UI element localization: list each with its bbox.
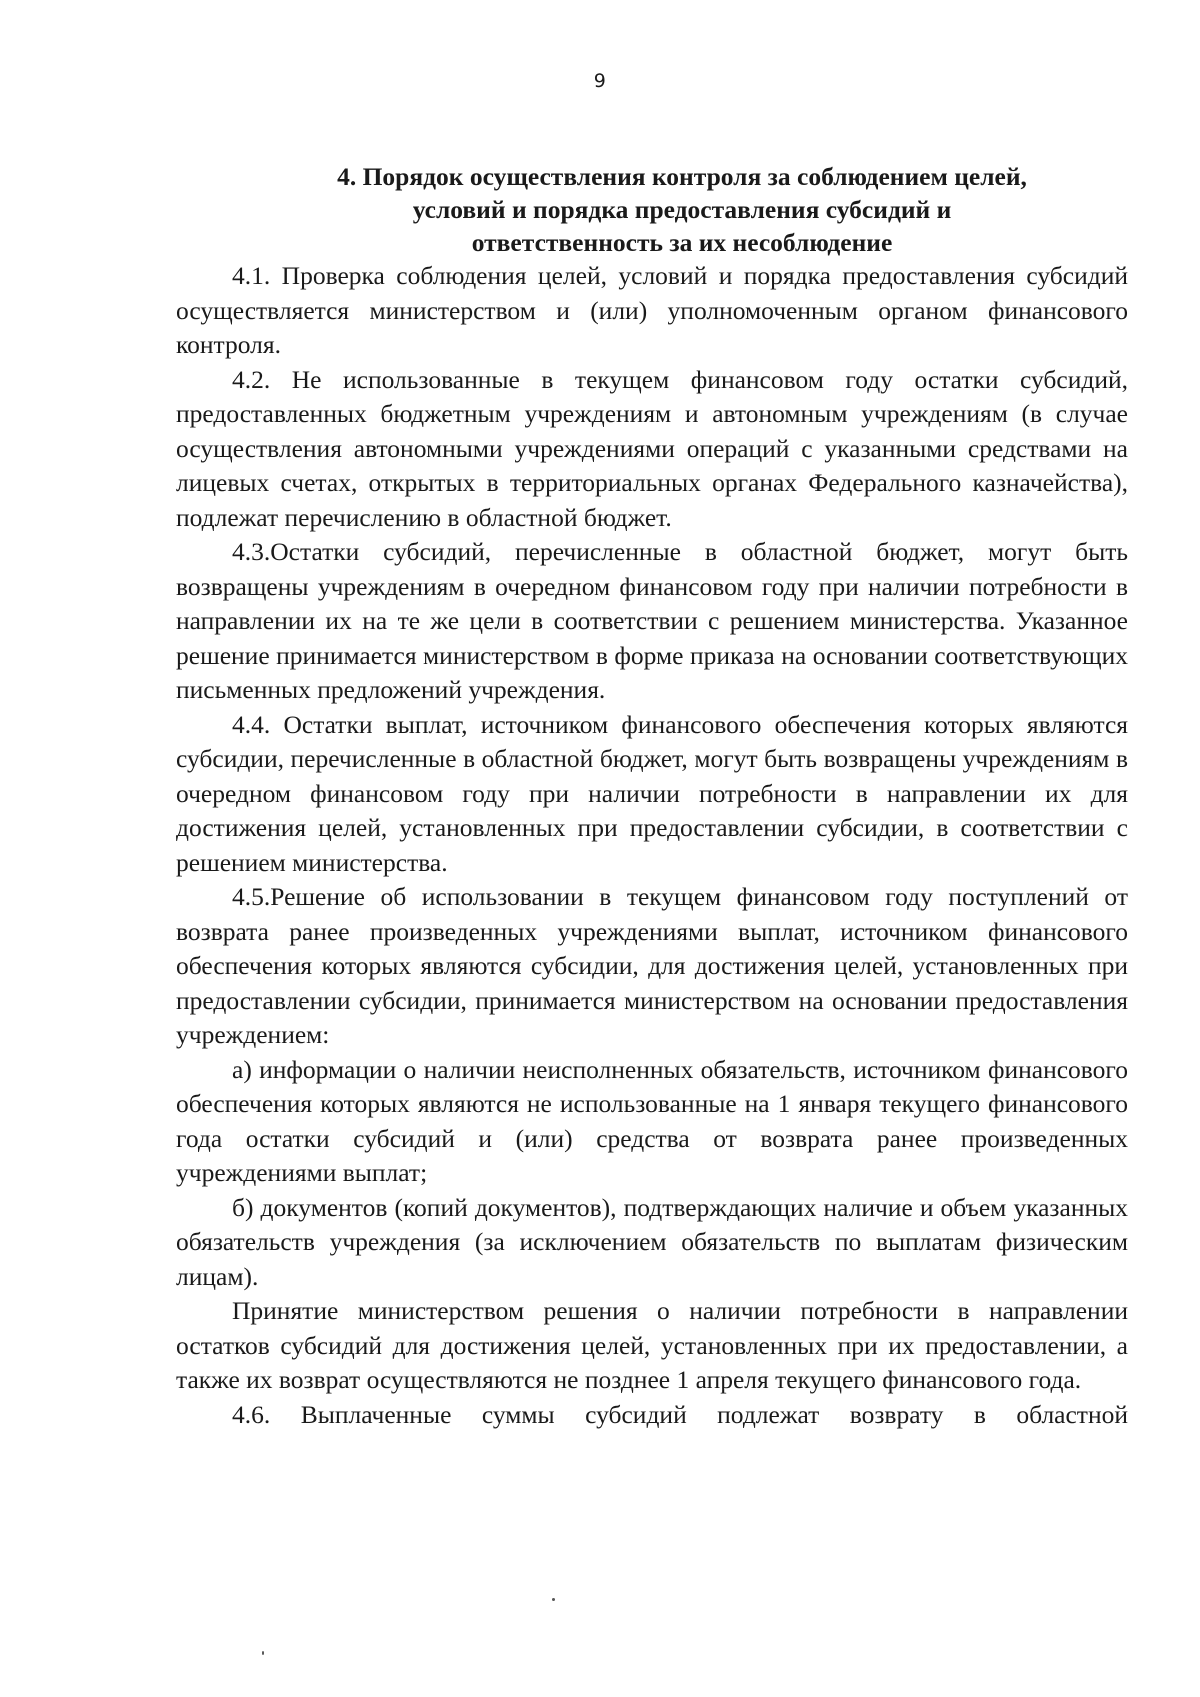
paragraph-4-5: 4.5.Решение об использовании в текущем финансовом году поступлений от возврата ранее произведенных учреждениями выплат, источником финансового обеспечения которых являются субсидии, для достижения целей, установленных при предоставлении субсидии, принимается министерством на основании предоставления учреждением: bbox=[176, 882, 1128, 1049]
paragraph-4-5-a: а) информации о наличии неисполненных обязательств, источником финансового обеспечения которых являются не использованные на 1 января текущего финансового года остатки субсидий и (или) средства от возврата ранее произведенных учреждениями выплат; bbox=[176, 1054, 1128, 1187]
section-title bbox=[176, 160, 1128, 259]
paragraph-decision-deadline: Принятие министерством решения о наличии потребности в направлении остатков субсидий для достижения целей, установленных при их предоставлении, а также их возврат осуществляются не позднее 1 апреля текущего финансового года. bbox=[176, 1296, 1128, 1394]
paragraph-4-2: 4.2. Не использованные в текущем финансовом году остатки субсидий, предоставленных бюджетным учреждениям и автономным учреждениям (в случае осуществления автономными учреждениями операций с указанными средствами на лицевых счетах, открытых в территориальных органах Федерального казначейства), подлежат перечислению в областной бюджет. bbox=[176, 364, 1128, 532]
section-title-line: условий и порядка предоставления субсидий и bbox=[412, 195, 952, 224]
paragraph-4-5-b: б) документов (копий документов), подтверждающих наличие и объем указанных обязательств учреждения (за исключением обязательств по выплатам физическим лицам). bbox=[176, 1192, 1128, 1291]
section-title-line: ответственность за их несоблюдение bbox=[471, 228, 893, 257]
page-number: 9 bbox=[593, 70, 607, 92]
document-body bbox=[176, 160, 1128, 1432]
paragraph-4-4: 4.4. Остатки выплат, источником финансового обеспечения которых являются субсидии, перечисленные в областной бюджет, могут быть возвращены учреждениям в очередном финансовом году при наличии потребности в направлении их для достижения целей, установленных при предоставлении субсидии, в соответствии с решением министерства. bbox=[176, 709, 1128, 877]
scan-speck bbox=[262, 1651, 264, 1655]
paragraph-4-3: 4.3.Остатки субсидий, перечисленные в областной бюджет, могут быть возвращены учреждениям в очередном финансовом году при наличии потребности в направлении их на те же цели в соответствии с решением министерства. Указанное решение принимается министерством в форме приказа на основании соответствующих письменных предложений учреждения. bbox=[176, 537, 1128, 704]
scan-speck bbox=[552, 1598, 555, 1601]
section-title-line: 4. Порядок осуществления контроля за соблюдением целей, bbox=[337, 162, 1027, 191]
paragraph-4-6: 4.6. Выплаченные суммы субсидий подлежат возврату в областной bbox=[232, 1399, 1128, 1429]
paragraph-4-1: 4.1. Проверка соблюдения целей, условий и порядка предоставления субсидий осуществляется министерством и (или) уполномоченным органом финансового контроля. bbox=[176, 261, 1128, 359]
